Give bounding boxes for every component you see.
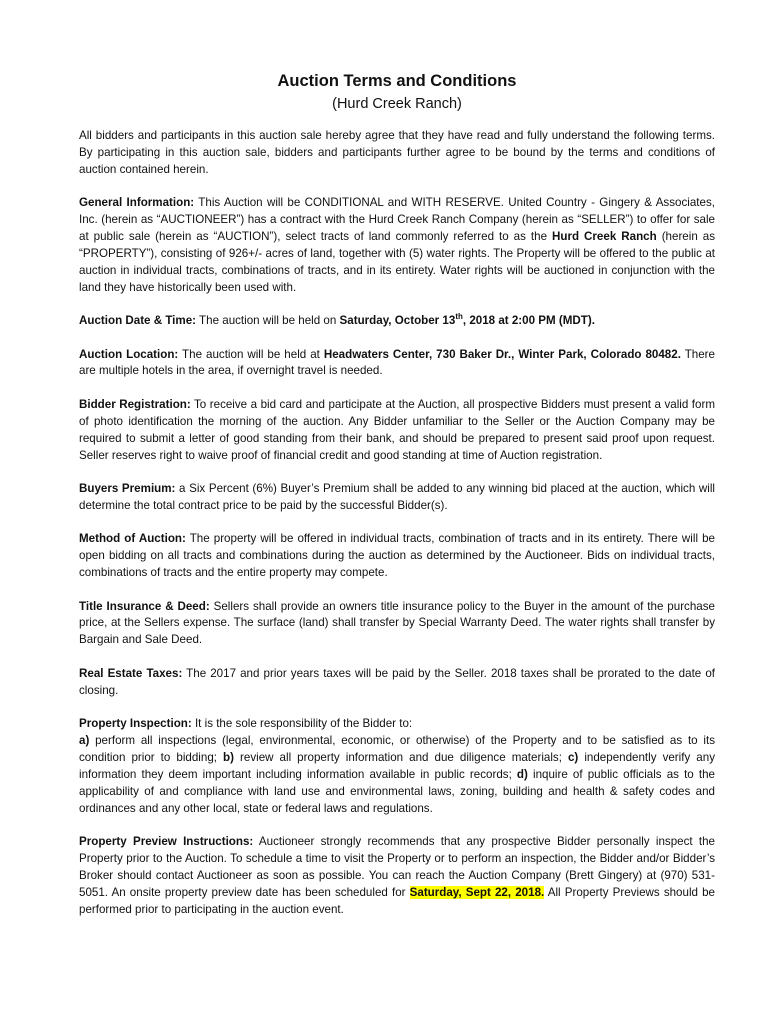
inspection-item-c-marker: c): [567, 750, 579, 764]
intro-paragraph: All bidders and participants in this auction sale hereby agree that they have read and fully understand the following terms. By participating in this auction sale, bidders and participants further agree to be bound by the terms and conditions of auction contained herein.: [79, 129, 715, 176]
preview-date-highlight: Saturday, Sept 22, 2018.: [409, 885, 545, 899]
bidder-registration-section: [79, 397, 715, 465]
buyers-premium-section: [79, 481, 715, 515]
method-of-auction-section: [79, 531, 715, 582]
title-insurance-label: Title Insurance & Deed:: [79, 599, 210, 613]
auction-location-text-2: There are multiple hotels in the area, if overnight travel is needed.: [79, 347, 715, 378]
auction-location-text-1: The auction will be held at: [178, 347, 324, 361]
auction-date-time-label: Auction Date & Time:: [79, 314, 197, 328]
auction-location-address: Headwaters Center, 730 Baker Dr., Winter Park, Colorado 80482.: [323, 347, 681, 361]
title-insurance-text: Sellers shall provide an owners title insurance policy to the Buyer in the amount of the purchase price, at the Sellers expense. The surface (land) shall transfer by Special Warranty Deed. The water rights shall transfer by Bargain and Sale Deed.: [79, 599, 715, 647]
property-preview-section: [79, 834, 715, 919]
bidder-registration-text: To receive a bid card and participate at the Auction, all prospective Bidders must present a valid form of photo identification the morning of the auction. Any Bidder unfamiliar to the Seller or the Auction Company may be required to submit a letter of good standing from their bank, and should be prepared to present said proof upon request. Seller reserves right to waive proof of financial credit and good standing at time of Auction registration.: [79, 397, 715, 462]
general-information-text-2: (herein as “PROPERTY”), consisting of 926+/- acres of land, together with (5) water rights. The Property will be offered to the public at auction in individual tracts, combinations of tracts, and in its entirety. Water rights will be auctioned in conjunction with the land they have historically been used with.: [79, 230, 716, 294]
auction-date-time-section: [79, 313, 715, 330]
general-information-ranch-name: Hurd Creek Ranch: [552, 230, 657, 244]
property-inspection-label: Property Inspection:: [79, 717, 192, 731]
general-information-label: General Information:: [79, 196, 195, 210]
general-information-text-1: This Auction will be CONDITIONAL and WITH RESERVE. United Country - Gingery & Associates, Inc. (herein as “AUCTIONEER”) has a contract with the Hurd Creek Ranch Company (herein as “SELLER”) to offer for sale at public sale (herein as “AUCTION”), select tracts of land commonly referred to as the: [79, 196, 715, 244]
real-estate-taxes-label: Real Estate Taxes:: [79, 666, 183, 680]
title-insurance-section: [79, 599, 715, 650]
buyers-premium-label: Buyers Premium:: [79, 482, 176, 495]
document-title: Auction Terms and Conditions: [277, 72, 517, 90]
property-preview-label: Property Preview Instructions:: [79, 835, 254, 848]
auction-date-time-text: The auction will be held on: [196, 314, 340, 328]
inspection-item-d-text: inquire of public officials as to the applicability of and compliance with land use and environmental laws, zoning, building and health & safety codes and ordinances and any other local, state or federal laws and regulations.: [79, 767, 715, 815]
auction-time: , 2018 at 2:00 PM (MDT).: [462, 314, 595, 328]
property-inspection-intro: It is the sole responsibility of the Bidder to:: [191, 717, 413, 731]
auction-location-label: Auction Location:: [79, 347, 179, 361]
method-of-auction-text: The property will be offered in individual tracts, combination of tracts and in its entirety. There will be open bidding on all tracts and combinations during the auction as determined by the Auctioneer. Bids on individual tracts, combinations of tracts and the entire property may compete.: [79, 532, 715, 580]
real-estate-taxes-text: The 2017 and prior years taxes will be paid by the Seller. 2018 taxes shall be prorated to the date of closing.: [79, 666, 715, 697]
property-inspection-section: [79, 716, 715, 817]
inspection-item-a-marker: a): [79, 733, 90, 747]
inspection-item-c-text: independently verify any information they deem important including information available in public records;: [79, 750, 715, 781]
auction-location-section: [79, 347, 715, 381]
method-of-auction-label: Method of Auction:: [79, 532, 186, 546]
document-subtitle: (Hurd Creek Ranch): [332, 96, 462, 112]
inspection-item-d-marker: d): [516, 767, 528, 781]
property-preview-text-1: Auctioneer strongly recommends that any prospective Bidder personally inspect the Property prior to the Auction. To schedule a time to visit the Property or to perform an inspection, the Bidder and/or Bidder’s Broker should contact Auctioneer as soon as possible. You can reach the Auction Company (Brett Gingery) at (970) 531-5051. An onsite property preview date has been scheduled for: [79, 835, 715, 899]
buyers-premium-text: a Six Percent (6%) Buyer’s Premium shall be added to any winning bid placed at the auction, which will determine the total contract price to be paid by the successful Bidder(s).: [79, 482, 716, 512]
inspection-item-b-marker: b): [223, 750, 234, 764]
auction-date: Saturday, October 13: [339, 314, 456, 328]
general-information-section: [79, 195, 715, 296]
property-preview-text-2: All Property Previews should be performed prior to participating in the auction event.: [79, 885, 715, 916]
bidder-registration-label: Bidder Registration:: [79, 397, 191, 411]
inspection-item-a-text: perform all inspections (legal, environmental, economic, or otherwise) of the Property and to be satisfied as to its condition prior to bidding;: [79, 733, 715, 764]
real-estate-taxes-section: [79, 666, 715, 700]
auction-date-ordinal: th: [455, 312, 463, 322]
inspection-item-b-text: review all property information and due diligence materials;: [233, 750, 568, 764]
